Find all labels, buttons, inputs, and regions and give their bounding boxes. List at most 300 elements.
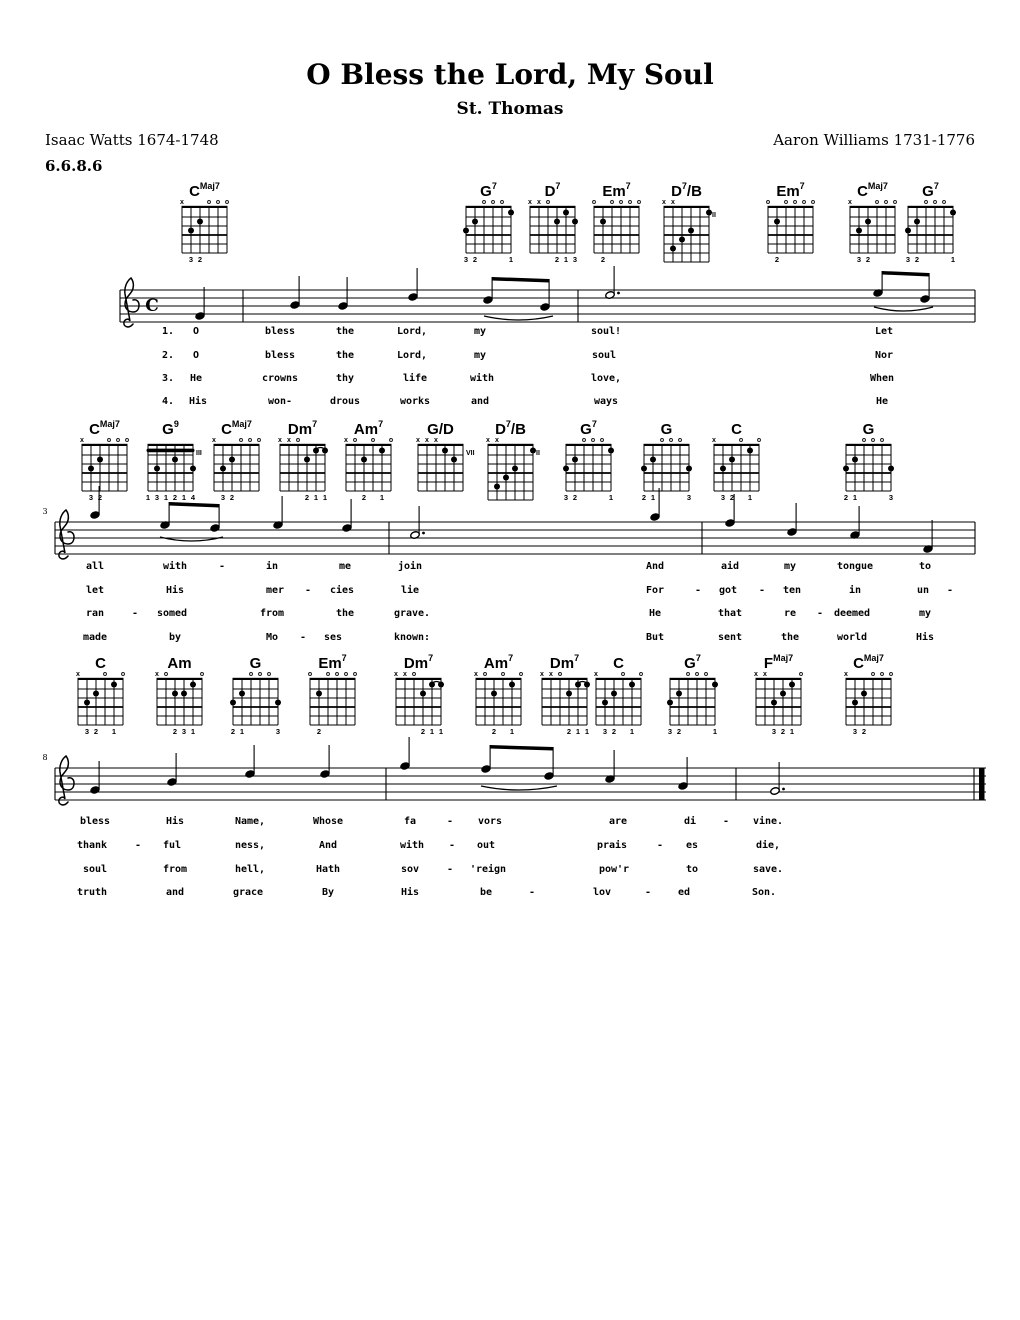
score-text: o bbox=[883, 199, 889, 206]
score-text: 3 bbox=[602, 727, 608, 736]
score-text: 2 bbox=[641, 493, 647, 502]
score-text: 2 bbox=[172, 727, 178, 736]
nut bbox=[670, 678, 716, 680]
lyric-word: By bbox=[321, 887, 335, 898]
nut bbox=[214, 444, 260, 446]
finger-dot bbox=[361, 457, 367, 463]
finger-dot bbox=[852, 457, 858, 463]
finger-dot bbox=[774, 219, 780, 225]
finger-dot bbox=[670, 246, 676, 252]
finger-dot bbox=[154, 466, 160, 472]
note bbox=[167, 753, 177, 786]
score-text: 3 bbox=[720, 493, 726, 502]
chord-diagram-Dm7 bbox=[278, 419, 328, 502]
chord-name: Dm$^7$ bbox=[403, 653, 434, 672]
note bbox=[544, 747, 554, 780]
score-text: 1 bbox=[239, 727, 245, 736]
score-text: 3 bbox=[686, 493, 692, 502]
lyric-word: the bbox=[335, 350, 355, 361]
lyric-word: grace bbox=[232, 887, 264, 898]
lyric-word: vors bbox=[477, 816, 503, 827]
note bbox=[210, 504, 220, 532]
lyric-word: His bbox=[915, 632, 935, 643]
beam bbox=[490, 745, 553, 751]
lyric-word: thank bbox=[76, 840, 108, 851]
note bbox=[483, 277, 493, 304]
chord-name: $C^{Maj7}$ bbox=[189, 181, 220, 200]
score-text: x bbox=[495, 437, 499, 444]
lyric-word: made bbox=[82, 632, 108, 643]
nut bbox=[148, 444, 194, 446]
barre bbox=[147, 449, 195, 453]
lyric-word: world bbox=[836, 632, 868, 643]
nut bbox=[233, 678, 279, 680]
score-text: o bbox=[810, 199, 816, 206]
chord-name: Dm$^7$ bbox=[549, 653, 580, 672]
score-text: 3 bbox=[888, 493, 894, 502]
lyric-word: thy bbox=[335, 373, 355, 384]
score-text: 2 bbox=[861, 727, 867, 736]
score-text: 2 bbox=[729, 493, 735, 502]
lyric-word: save. bbox=[752, 864, 784, 875]
lyric-word: - bbox=[722, 816, 730, 827]
lyric-word: deemed bbox=[833, 608, 871, 619]
lyric-word: me bbox=[338, 561, 352, 572]
score-text: 2 bbox=[304, 493, 310, 502]
chord-diagram-FMaj7 bbox=[754, 653, 803, 736]
nut bbox=[768, 206, 814, 208]
finger-dot bbox=[563, 466, 569, 472]
score-text: o bbox=[307, 671, 313, 678]
lyric-word: Whose bbox=[312, 816, 344, 827]
lyric-word: join bbox=[397, 561, 423, 572]
nut bbox=[908, 206, 954, 208]
score-text: o bbox=[224, 199, 230, 206]
chord-name: $D^7/B$ bbox=[495, 419, 526, 438]
score-text: 2 bbox=[197, 255, 203, 264]
note bbox=[90, 761, 100, 794]
score-text: o bbox=[557, 671, 563, 678]
finger-dot bbox=[572, 457, 578, 463]
score-text: 3 bbox=[667, 727, 673, 736]
finger-dot bbox=[190, 466, 196, 472]
score-text: 1 bbox=[313, 493, 319, 502]
lyric-word: soul! bbox=[590, 326, 622, 337]
chord-diagram-CMaj7 bbox=[212, 419, 261, 502]
score-text: 3 bbox=[88, 493, 94, 502]
lyric-word: with bbox=[162, 561, 188, 572]
finger-dot bbox=[172, 691, 178, 697]
finger-dot bbox=[554, 219, 560, 225]
score-text: o bbox=[923, 199, 929, 206]
score-text: 2 bbox=[843, 493, 849, 502]
finger-dot bbox=[861, 691, 867, 697]
lyric-word: - bbox=[694, 585, 702, 596]
lyric-word: drous bbox=[329, 396, 361, 407]
lyric-word: - bbox=[304, 585, 312, 596]
lyric-word: sent bbox=[717, 632, 743, 643]
score-text: o bbox=[677, 437, 683, 444]
chord-diagram-GD bbox=[416, 421, 475, 491]
score-text: 2 bbox=[230, 727, 236, 736]
chord-name: Em$^7$ bbox=[602, 181, 631, 200]
lyric-word: For bbox=[645, 585, 665, 596]
chord-diagram-Em7 bbox=[766, 181, 815, 264]
finger-dot bbox=[304, 457, 310, 463]
lyric-word: in bbox=[848, 585, 862, 596]
score-text: o bbox=[490, 199, 496, 206]
lyric-word: - bbox=[446, 816, 454, 827]
lyric-word: the bbox=[335, 326, 355, 337]
lyric-word: He bbox=[875, 396, 889, 407]
score-text: o bbox=[257, 671, 263, 678]
beam bbox=[169, 502, 219, 508]
nut bbox=[157, 678, 203, 680]
lyric-word: lie bbox=[400, 585, 420, 596]
score-text: o bbox=[879, 671, 885, 678]
score-text: o bbox=[765, 199, 771, 206]
score-text: 1 bbox=[650, 493, 656, 502]
chord-name: $G^9$ bbox=[162, 419, 179, 438]
score-text: o bbox=[703, 671, 709, 678]
score-text: 1 bbox=[111, 727, 117, 736]
score-text: o bbox=[888, 671, 894, 678]
finger-dot bbox=[190, 682, 196, 688]
chord-diagram-G7 bbox=[905, 181, 956, 264]
chord-diagram-G7 bbox=[463, 181, 514, 264]
score-text: x bbox=[763, 671, 767, 678]
lyric-word: Son. bbox=[751, 887, 777, 898]
nut bbox=[82, 444, 128, 446]
lyric-word: in bbox=[265, 561, 279, 572]
score-text: x bbox=[416, 437, 420, 444]
nut bbox=[566, 444, 612, 446]
score-text: x bbox=[537, 199, 541, 206]
score-text: o bbox=[482, 671, 488, 678]
score-text: 4 bbox=[190, 493, 196, 502]
lyric-word: ways bbox=[593, 396, 619, 407]
note bbox=[605, 750, 615, 783]
score-text: x bbox=[474, 671, 478, 678]
lyric-word: un bbox=[916, 585, 930, 596]
score-text: o bbox=[247, 437, 253, 444]
score-text: III bbox=[196, 450, 202, 457]
lyric-word: 'reign bbox=[469, 864, 507, 875]
composer-credit: Aaron Williams 1731-1776 bbox=[773, 131, 975, 149]
chord-diagram-C bbox=[594, 655, 643, 736]
score-text: 3 bbox=[563, 493, 569, 502]
score-text: 2 bbox=[97, 493, 103, 502]
score-text: o bbox=[256, 437, 262, 444]
note bbox=[342, 499, 352, 532]
lyric-word: 3. bbox=[161, 373, 175, 384]
score-text: 3 bbox=[42, 507, 48, 516]
score-text: 3 bbox=[856, 255, 862, 264]
finger-dot bbox=[608, 448, 614, 454]
finger-dot bbox=[230, 700, 236, 706]
score-text: 1 bbox=[438, 727, 444, 736]
chord-diagram-G9 bbox=[146, 419, 202, 502]
lyric-word: - bbox=[134, 840, 142, 851]
score-text: o bbox=[801, 199, 807, 206]
score-text: 2 bbox=[316, 727, 322, 736]
finger-dot bbox=[650, 457, 656, 463]
score-text: o bbox=[106, 437, 112, 444]
page-title: O Bless the Lord, My Soul bbox=[306, 58, 714, 91]
lyric-word: And bbox=[645, 561, 665, 572]
finger-dot bbox=[888, 466, 894, 472]
finger-dot bbox=[88, 466, 94, 472]
score-text: o bbox=[124, 437, 130, 444]
score-text: x bbox=[287, 437, 291, 444]
chord-name: G bbox=[862, 421, 875, 438]
chord-diagram-C bbox=[76, 655, 125, 736]
finger-dot bbox=[602, 700, 608, 706]
chord-diagram-CMaj7 bbox=[80, 419, 129, 502]
note bbox=[400, 737, 410, 770]
final-barline bbox=[979, 768, 985, 800]
nut bbox=[476, 678, 522, 680]
score-text: 2 bbox=[676, 727, 682, 736]
finger-dot bbox=[720, 466, 726, 472]
nut bbox=[466, 206, 512, 208]
lyric-word: prais bbox=[596, 840, 628, 851]
hymn-meter: 6.6.8.6 bbox=[45, 157, 103, 175]
lyric-word: my bbox=[473, 350, 487, 361]
score-text: II bbox=[712, 212, 716, 219]
score-text: 1 bbox=[584, 727, 590, 736]
score-text: o bbox=[215, 199, 221, 206]
beam bbox=[882, 271, 929, 277]
lyric-word: that bbox=[717, 608, 743, 619]
score-text: 1 bbox=[712, 727, 718, 736]
score-text: 1 bbox=[629, 727, 635, 736]
lyric-word: - bbox=[448, 840, 456, 851]
score-text: o bbox=[334, 671, 340, 678]
lyric-word: di bbox=[683, 816, 697, 827]
lyric-word: by bbox=[168, 632, 182, 643]
note bbox=[408, 268, 418, 301]
score-text: 1 bbox=[190, 727, 196, 736]
score-text: o bbox=[798, 671, 804, 678]
treble-clef-icon bbox=[59, 756, 74, 805]
score-text: o bbox=[870, 437, 876, 444]
nut bbox=[310, 678, 356, 680]
score-text: 2 bbox=[566, 727, 572, 736]
lyric-word: His bbox=[165, 585, 185, 596]
score-text: o bbox=[638, 671, 644, 678]
chord-name: $C^{Maj7}$ bbox=[221, 419, 252, 438]
note bbox=[850, 506, 860, 539]
score-text: o bbox=[518, 671, 524, 678]
nut bbox=[644, 444, 690, 446]
score-text: o bbox=[636, 199, 642, 206]
lyric-word: His bbox=[165, 816, 185, 827]
finger-dot bbox=[780, 691, 786, 697]
score-text: VII bbox=[466, 450, 475, 457]
score-text: o bbox=[738, 437, 744, 444]
score-text: 1 bbox=[950, 255, 956, 264]
chord-diagram-Dm7 bbox=[540, 653, 590, 736]
score-text: 3 bbox=[84, 727, 90, 736]
score-text: x bbox=[212, 437, 216, 444]
finger-dot bbox=[856, 228, 862, 234]
finger-dot bbox=[239, 691, 245, 697]
note bbox=[195, 287, 205, 320]
lyric-word: bless bbox=[264, 350, 296, 361]
score-text: 1 bbox=[322, 493, 328, 502]
lyric-word: - bbox=[131, 608, 139, 619]
score-text: x bbox=[394, 671, 398, 678]
score-text: o bbox=[609, 199, 615, 206]
score-text: x bbox=[403, 671, 407, 678]
score-text: o bbox=[870, 671, 876, 678]
score-text: 2 bbox=[93, 727, 99, 736]
score-text: 3 bbox=[181, 727, 187, 736]
lyric-word: soul bbox=[82, 864, 108, 875]
score-text: o bbox=[545, 199, 551, 206]
chord-name: Am$^7$ bbox=[353, 419, 384, 438]
score-text: x bbox=[549, 671, 553, 678]
lyric-word: be bbox=[479, 887, 493, 898]
score-text: o bbox=[248, 671, 254, 678]
note bbox=[410, 506, 425, 539]
score-text: o bbox=[756, 437, 762, 444]
chord-name: $G^7$ bbox=[580, 419, 597, 438]
lyric-word: the bbox=[335, 608, 355, 619]
nut bbox=[846, 444, 892, 446]
lyric-word: hell, bbox=[234, 864, 266, 875]
score-text: x bbox=[278, 437, 282, 444]
chord-diagram-G bbox=[230, 655, 281, 736]
lyric-word: ses bbox=[323, 632, 343, 643]
score-text: o bbox=[627, 199, 633, 206]
score-text: 1 bbox=[509, 727, 515, 736]
finger-dot bbox=[566, 691, 572, 697]
lyric-word: won- bbox=[267, 396, 293, 407]
score-text: o bbox=[659, 437, 665, 444]
finger-dot bbox=[905, 228, 911, 234]
lyric-word: But bbox=[645, 632, 665, 643]
lyric-word: He bbox=[189, 373, 203, 384]
score-text: 3 bbox=[771, 727, 777, 736]
score-text: o bbox=[115, 437, 121, 444]
score-text: 3 bbox=[852, 727, 858, 736]
nut bbox=[78, 678, 124, 680]
finger-dot bbox=[512, 466, 518, 472]
score-text: 3 bbox=[275, 727, 281, 736]
lyric-word: are bbox=[608, 816, 628, 827]
chord-diagram-Am bbox=[155, 655, 204, 736]
beam bbox=[492, 277, 549, 283]
score-text: x bbox=[80, 437, 84, 444]
score-text: 1 bbox=[789, 727, 795, 736]
lyric-word: O bbox=[192, 326, 200, 337]
chord-diagram-CMaj7 bbox=[844, 653, 893, 736]
score-text: 8 bbox=[42, 753, 48, 762]
lyric-word: - bbox=[644, 887, 652, 898]
chord-diagram-G7 bbox=[667, 653, 718, 736]
lyric-word: re bbox=[783, 608, 797, 619]
lyric-word: Nor bbox=[874, 350, 894, 361]
lyric-word: Let bbox=[874, 326, 894, 337]
lyric-word: life bbox=[402, 373, 428, 384]
chord-name: G bbox=[660, 421, 673, 438]
finger-dot bbox=[420, 691, 426, 697]
score-text: II bbox=[536, 450, 540, 457]
score-text: 1 bbox=[608, 493, 614, 502]
lyric-word: out bbox=[476, 840, 496, 851]
score-text: x bbox=[486, 437, 490, 444]
score-text: o bbox=[388, 437, 394, 444]
score-text: o bbox=[874, 199, 880, 206]
finger-dot bbox=[712, 682, 718, 688]
score-text: 1 bbox=[379, 493, 385, 502]
lyricist-credit: Isaac Watts 1674-1748 bbox=[45, 131, 219, 149]
lyric-word: and bbox=[470, 396, 490, 407]
chord-diagram-CMaj7 bbox=[180, 181, 229, 264]
chord-name: C bbox=[613, 655, 624, 672]
score-text: x bbox=[662, 199, 666, 206]
chord-name: C bbox=[731, 421, 742, 438]
finger-dot bbox=[789, 682, 795, 688]
finger-dot bbox=[852, 700, 858, 706]
score-text: o bbox=[102, 671, 108, 678]
chord-diagram-G bbox=[843, 421, 894, 502]
finger-dot bbox=[172, 457, 178, 463]
nut bbox=[418, 444, 464, 446]
lyric-word: Mo bbox=[265, 632, 279, 643]
finger-dot bbox=[494, 484, 500, 490]
finger-dot bbox=[111, 682, 117, 688]
finger-dot bbox=[600, 219, 606, 225]
lyric-word: fa bbox=[403, 816, 417, 827]
nut bbox=[596, 678, 642, 680]
chord-name: $G^7$ bbox=[480, 181, 497, 200]
score-text: o bbox=[694, 671, 700, 678]
finger-dot bbox=[442, 448, 448, 454]
score-text: 1 bbox=[145, 493, 151, 502]
note bbox=[338, 277, 348, 310]
score-text: o bbox=[783, 199, 789, 206]
finger-dot bbox=[275, 700, 281, 706]
lyric-word: aid bbox=[720, 561, 740, 572]
lyric-word: the bbox=[780, 632, 800, 643]
finger-dot bbox=[629, 682, 635, 688]
lyric-word: to bbox=[685, 864, 699, 875]
score-text: o bbox=[163, 671, 169, 678]
score-text: 2 bbox=[361, 493, 367, 502]
finger-dot bbox=[563, 210, 569, 216]
score-text: 1 bbox=[429, 727, 435, 736]
finger-dot bbox=[688, 228, 694, 234]
lyric-word: all bbox=[85, 561, 105, 572]
finger-dot bbox=[914, 219, 920, 225]
finger-dot bbox=[472, 219, 478, 225]
score-text: o bbox=[206, 199, 212, 206]
nut bbox=[346, 444, 392, 446]
lyric-word: ness, bbox=[234, 840, 266, 851]
score-text: x bbox=[344, 437, 348, 444]
score-text: o bbox=[325, 671, 331, 678]
score-text: o bbox=[352, 437, 358, 444]
score-text: o bbox=[668, 437, 674, 444]
chord-name: $D^7/B$ bbox=[671, 181, 702, 200]
score-text: 2 bbox=[554, 255, 560, 264]
nut bbox=[756, 678, 802, 680]
score-text: 3 bbox=[463, 255, 469, 264]
note bbox=[540, 279, 550, 311]
